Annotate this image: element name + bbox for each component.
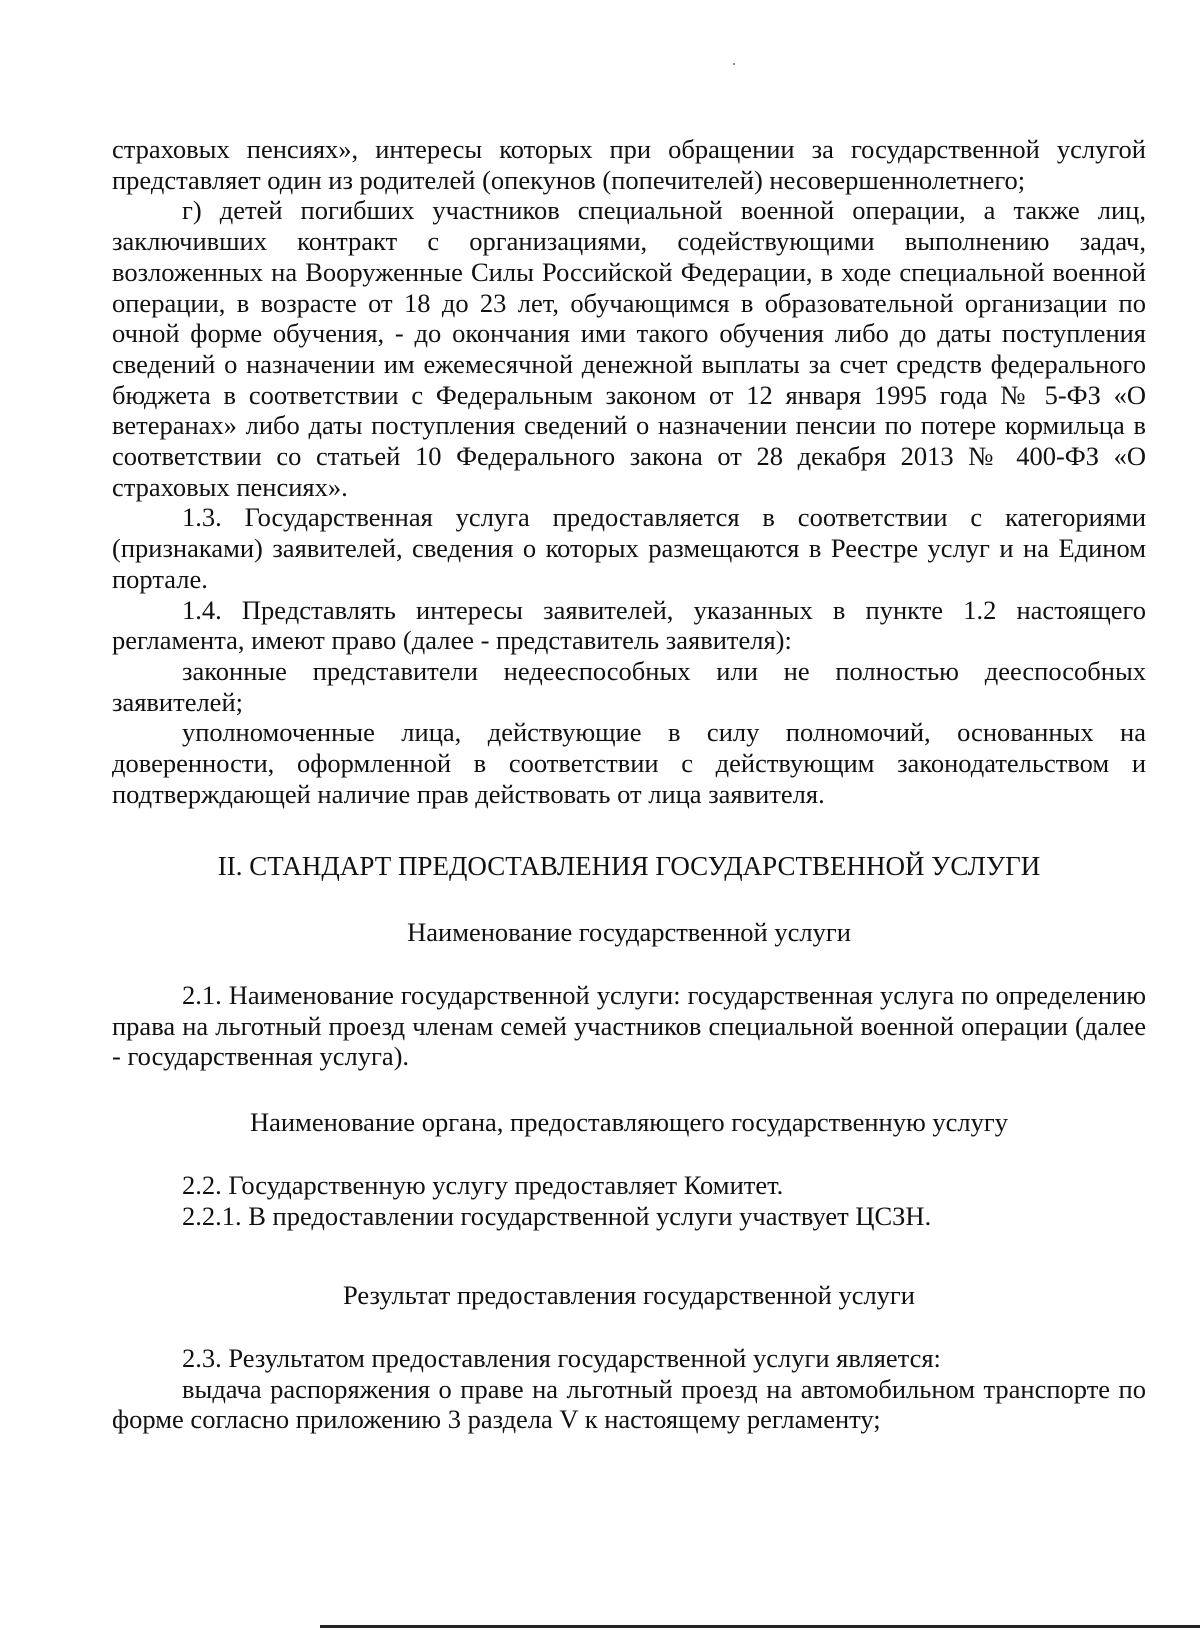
subheading-result: Результат предоставления государственной услуги — [343, 1280, 915, 1310]
paragraph-2-1: 2.1. Наименование государственной услуги: государственная услуга по определению права на льготный проезд членам семей участников специальной военной операции (далее - государственная услуга). — [112, 980, 1146, 1072]
paragraph-legal-representatives: законные представители недееспособных или не полностью дееспособных заявителей; — [112, 655, 1146, 717]
body-text-2-1 — [112, 980, 1146, 1072]
paragraph-authorized-persons: уполномоченные лица, действующие в силу полномочий, основанных на доверенности, оформленной в соответствии с действующим законодательством и подтверждающей наличие прав действовать от лица заявителя. — [112, 717, 1146, 809]
paragraph-2-2: 2.2. Государственную услугу предоставляет Комитет. — [182, 1170, 784, 1200]
body-text-top — [112, 134, 1146, 809]
body-text-2-3 — [112, 1343, 1146, 1435]
paragraph-1-3: 1.3. Государственная услуга предоставляется в соответствии с категориями (признаками) заявителей, сведения о которых размещаются в Реестре услуг и на Едином портале. — [112, 502, 1146, 594]
body-text-2-2 — [112, 1170, 1146, 1231]
subheading-authority-name: Наименование органа, предоставляющего государственную услугу — [249, 1107, 1009, 1137]
subheading-service-name: Наименование государственной услуги — [407, 917, 851, 947]
scan-bottom-edge — [320, 1625, 1200, 1628]
paragraph-2-2-1: 2.2.1. В предоставлении государственной услуги участвует ЦСЗН. — [182, 1200, 932, 1231]
paragraph-2-3-issuance: выдача распоряжения о праве на льготный проезд на автомобильном транспорте по форме согласно приложению 3 раздела V к настоящему регламенту; — [112, 1373, 1146, 1435]
section-heading: II. СТАНДАРТ ПРЕДОСТАВЛЕНИЯ ГОСУДАРСТВЕННОЙ УСЛУГИ — [217, 851, 1041, 881]
paragraph-2-3: 2.3. Результатом предоставления государственной услуги является: — [182, 1343, 941, 1373]
paragraph-continuation: страховых пенсиях», интересы которых при обращении за государственной услугой представляет один из родителей (опекунов (попечителей) несовершеннолетнего; — [112, 134, 1146, 195]
paragraph-1-4: 1.4. Представлять интересы заявителей, указанных в пункте 1.2 настоящего регламента, имеют право (далее - представитель заявителя): — [112, 594, 1146, 656]
scan-speck — [733, 63, 735, 65]
paragraph-item-g: г) детей погибших участников специальной военной операции, а также лиц, заключивших контракт с организациями, содействующими выполнению задач, возложенных на Вооруженные Силы Российской Федерации, в ходе специальной военной операции, в возрасте от 18 до 23 лет, обучающимся в образовательной организации по очной форме обучения, - до окончания ими такого обучения либо до даты поступления сведений о назначении им ежемесячной денежной выплаты за счет средств федерального бюджета в соответствии с Федеральным законом от 12 января 1995 года № 5-ФЗ «О ветеранах» либо даты поступления сведений о назначении пенсии по потере кормильца в соответствии со статьей 10 Федерального закона от 28 декабря 2013 № 400-ФЗ «О страховых пенсиях». — [112, 195, 1146, 502]
